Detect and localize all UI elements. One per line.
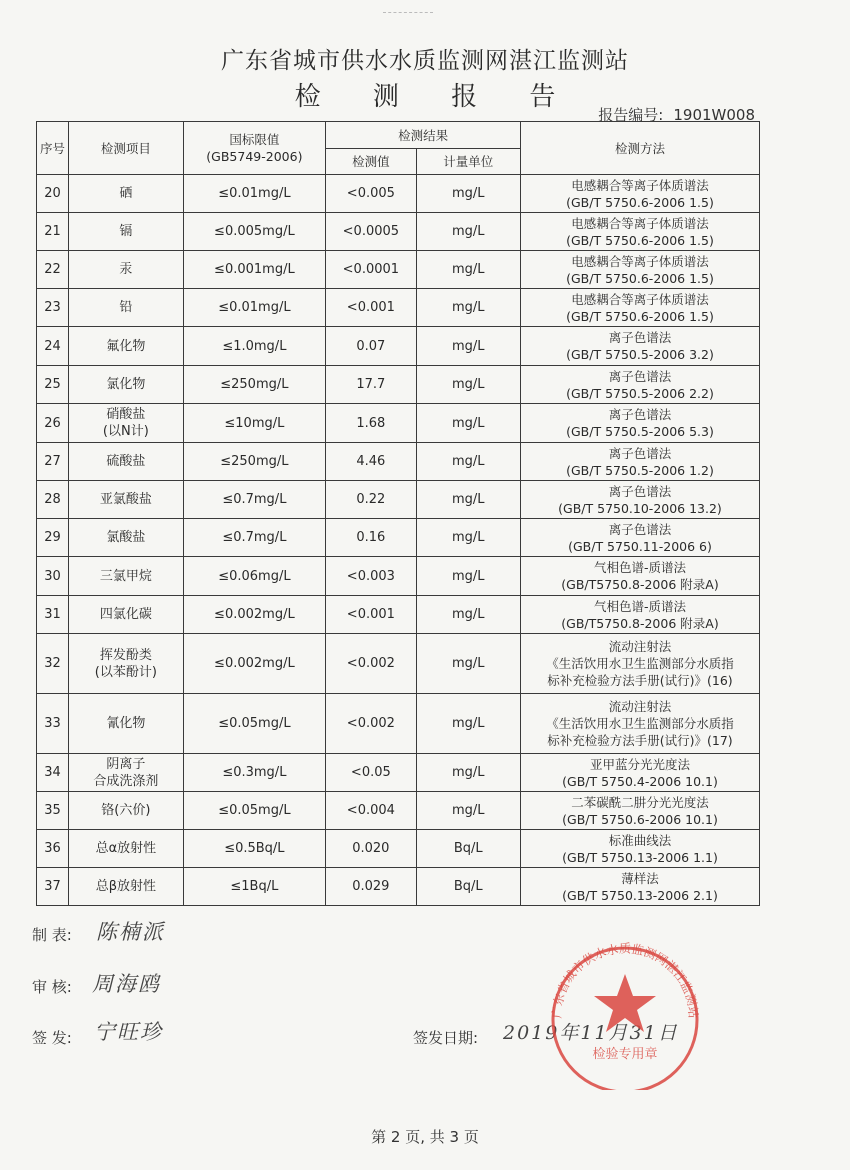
org-title: 广东省城市供水水质监测网湛江监测站 (221, 48, 629, 74)
header-result: 检测结果 (326, 122, 521, 149)
row-number: 36 (37, 830, 69, 868)
table-row (37, 443, 760, 481)
row-item (69, 519, 183, 557)
row-item-name: 阴离子 (106, 756, 146, 772)
row-method-line: (GB/T 5750.6-2006 1.5) (566, 232, 714, 248)
report-number-value: 1901W008 (673, 106, 755, 124)
row-value: 0.16 (326, 519, 416, 557)
row-unit: mg/L (416, 481, 520, 519)
row-method-line: 流动注射法 (608, 699, 672, 714)
row-value: 17.7 (326, 366, 416, 404)
row-method-line: 二苯碳酰二肼分光光度法 (571, 794, 709, 810)
row-method-line: (GB/T5750.8-2006 附录A) (561, 615, 719, 631)
table-row (37, 404, 760, 443)
row-value: <0.002 (326, 694, 416, 754)
row-item-name: 硫酸盐 (106, 454, 146, 469)
row-number: 26 (37, 404, 69, 443)
row-limit: ≤0.01mg/L (183, 175, 326, 213)
row-value: 4.46 (326, 443, 416, 481)
row-method (520, 327, 759, 366)
row-method-line: 电感耦合等离子体质谱法 (571, 215, 709, 231)
row-item (69, 289, 183, 327)
row-unit: mg/L (416, 634, 520, 694)
row-method-line: (GB/T 5750.10-2006 13.2) (558, 500, 722, 516)
row-unit: mg/L (416, 754, 520, 792)
seal-star-icon (594, 974, 656, 1032)
row-item-name: 亚氯酸盐 (99, 492, 152, 507)
row-method-line: 标准曲线法 (608, 832, 672, 848)
row-unit: mg/L (416, 792, 520, 830)
row-item-name: 挥发酚类 (99, 647, 152, 663)
header-limit-line2: (GB5749-2006) (206, 149, 303, 164)
table-row (37, 519, 760, 557)
row-method-line: (GB/T5750.8-2006 附录A) (561, 577, 719, 592)
row-number: 37 (37, 868, 69, 906)
row-item-name: 汞 (119, 262, 133, 277)
row-value: <0.005 (326, 175, 416, 213)
row-item (69, 596, 183, 634)
report-number-label: 报告编号: (598, 106, 664, 124)
row-item-name: 硒 (119, 186, 133, 201)
row-item-note: 合成洗涤剂 (93, 773, 159, 789)
row-limit: ≤0.06mg/L (183, 557, 326, 596)
row-value: 0.029 (326, 868, 416, 906)
row-method-line: 离子色谱法 (608, 368, 672, 384)
row-unit: mg/L (416, 213, 520, 251)
row-method-line: 离子色谱法 (608, 445, 672, 461)
row-method-line: (GB/T 5750.5-2006 2.2) (566, 385, 714, 401)
row-method (520, 596, 759, 634)
row-method-line: 电感耦合等离子体质谱法 (571, 253, 709, 269)
scan-mark (383, 12, 433, 15)
row-item (69, 404, 183, 443)
row-number: 29 (37, 519, 69, 557)
row-item-name: 铅 (119, 300, 133, 315)
page-number: 第 2 页, 共 3 页 (371, 1128, 479, 1146)
row-unit: Bq/L (416, 868, 520, 906)
table-row (37, 481, 760, 519)
row-number: 23 (37, 289, 69, 327)
row-method-line: 亚甲蓝分光光度法 (589, 756, 690, 772)
table-row (37, 327, 760, 366)
row-limit: ≤0.001mg/L (183, 251, 326, 289)
row-limit: ≤0.002mg/L (183, 634, 326, 694)
approved-label: 签 发: (32, 1029, 72, 1047)
row-number: 20 (37, 175, 69, 213)
row-method (520, 634, 759, 694)
row-method (520, 175, 759, 213)
official-seal (540, 940, 710, 1090)
reviewed-label: 审 核: (32, 978, 72, 996)
row-number: 33 (37, 694, 69, 754)
row-number: 32 (37, 634, 69, 694)
row-value: <0.001 (326, 596, 416, 634)
row-method-line: 《生活饮用水卫生监测部分水质指 (546, 716, 734, 731)
row-method-line: 离子色谱法 (608, 483, 672, 499)
row-number: 25 (37, 366, 69, 404)
row-item-note: (以苯酚计) (94, 664, 157, 680)
table-row (37, 868, 760, 906)
row-method-line: 离子色谱法 (608, 330, 672, 345)
row-limit: ≤0.7mg/L (183, 481, 326, 519)
row-item (69, 327, 183, 366)
row-number: 35 (37, 792, 69, 830)
issue-date: 2019年11月31日 (503, 1022, 679, 1044)
row-number: 30 (37, 557, 69, 596)
row-method (520, 557, 759, 596)
row-method (520, 481, 759, 519)
table-row (37, 596, 760, 634)
row-limit: ≤250mg/L (183, 366, 326, 404)
row-method (520, 366, 759, 404)
row-item-name: 镉 (119, 224, 133, 239)
row-method-line: (GB/T 5750.5-2006 3.2) (566, 347, 714, 362)
row-unit: mg/L (416, 694, 520, 754)
row-item (69, 868, 183, 906)
reviewed-signature: 周海鸥 (92, 972, 161, 996)
seal-text: 广东省城市供水水质监测网湛江监测站 (549, 941, 701, 1019)
header-unit: 计量单位 (416, 149, 520, 175)
row-method (520, 443, 759, 481)
row-item (69, 443, 183, 481)
row-method (520, 754, 759, 792)
row-limit: ≤1Bq/L (183, 868, 326, 906)
table-row (37, 792, 760, 830)
row-item (69, 213, 183, 251)
row-method-line: (GB/T 5750.4-2006 10.1) (562, 773, 718, 789)
row-method (520, 519, 759, 557)
row-limit: ≤0.005mg/L (183, 213, 326, 251)
row-item-name: 氯化物 (106, 377, 146, 392)
row-value: <0.0001 (326, 251, 416, 289)
row-method-line: 电感耦合等离子体质谱法 (571, 177, 709, 193)
row-method (520, 289, 759, 327)
row-item-name: 总α放射性 (95, 841, 157, 856)
row-method-line: 电感耦合等离子体质谱法 (571, 291, 709, 307)
row-item (69, 792, 183, 830)
row-limit: ≤10mg/L (183, 404, 326, 443)
seal-subtext: 检验专用章 (592, 1047, 658, 1062)
row-method-line: (GB/T 5750.5-2006 5.3) (566, 424, 714, 439)
issue-date-label: 签发日期: (413, 1029, 479, 1047)
row-value: <0.003 (326, 557, 416, 596)
row-number: 27 (37, 443, 69, 481)
row-value: 0.07 (326, 327, 416, 366)
table-row (37, 175, 760, 213)
table-row (37, 694, 760, 754)
row-value: <0.004 (326, 792, 416, 830)
row-item (69, 366, 183, 404)
table-row (37, 754, 760, 792)
row-number: 22 (37, 251, 69, 289)
row-method-line: (GB/T 5750.6-2006 1.5) (566, 308, 714, 324)
row-method-line: 气相色谱-质谱法 (593, 598, 686, 614)
row-method (520, 251, 759, 289)
row-method (520, 694, 759, 754)
row-item-name: 氯酸盐 (106, 530, 146, 545)
row-limit: ≤1.0mg/L (183, 327, 326, 366)
row-item-name: 三氯甲烷 (99, 568, 152, 584)
table-row (37, 251, 760, 289)
row-number: 24 (37, 327, 69, 366)
row-method-line: 离子色谱法 (608, 407, 672, 422)
row-unit: Bq/L (416, 830, 520, 868)
row-number: 34 (37, 754, 69, 792)
results-table (36, 121, 760, 906)
row-method-line: 标补充检验方法手册(试行)》(17) (547, 733, 733, 748)
row-method-line: (GB/T 5750.6-2006 10.1) (562, 811, 718, 827)
row-method-line: (GB/T 5750.6-2006 1.5) (566, 270, 714, 286)
row-method-line: 流动注射法 (608, 639, 672, 654)
header-limit-line1: 国标限值 (229, 132, 280, 147)
row-method-line: 标补充检验方法手册(试行)》(16) (547, 673, 733, 688)
row-item-name: 四氯化碳 (99, 607, 152, 622)
row-method (520, 213, 759, 251)
row-method (520, 868, 759, 906)
row-limit: ≤0.05mg/L (183, 694, 326, 754)
row-limit: ≤0.01mg/L (183, 289, 326, 327)
table-row (37, 830, 760, 868)
prepared-label: 制 表: (32, 926, 72, 944)
row-item (69, 481, 183, 519)
row-unit: mg/L (416, 289, 520, 327)
table-row (37, 557, 760, 596)
row-item-name: 硝酸盐 (106, 407, 146, 422)
row-limit: ≤0.3mg/L (183, 754, 326, 792)
row-item-name: 总β放射性 (95, 879, 156, 894)
table-row (37, 213, 760, 251)
row-value: <0.0005 (326, 213, 416, 251)
row-limit: ≤0.05mg/L (183, 792, 326, 830)
row-method-line: 薄样法 (621, 870, 659, 886)
row-unit: mg/L (416, 327, 520, 366)
row-item (69, 830, 183, 868)
row-limit: ≤0.5Bq/L (183, 830, 326, 868)
row-method-line: (GB/T 5750.13-2006 1.1) (562, 849, 718, 865)
table-row (37, 366, 760, 404)
row-limit: ≤250mg/L (183, 443, 326, 481)
row-unit: mg/L (416, 175, 520, 213)
row-method-line: 离子色谱法 (608, 521, 672, 537)
header-item: 检测项目 (69, 122, 183, 175)
row-unit: mg/L (416, 519, 520, 557)
table-row (37, 634, 760, 694)
prepared-signature: 陈楠派 (96, 920, 165, 944)
row-method (520, 404, 759, 443)
row-method-line: (GB/T 5750.5-2006 1.2) (566, 462, 714, 478)
row-item-name: 氟化物 (106, 338, 146, 354)
row-number: 31 (37, 596, 69, 634)
row-unit: mg/L (416, 251, 520, 289)
header-limit (183, 122, 326, 175)
row-method-line: (GB/T 5750.13-2006 2.1) (562, 887, 718, 903)
row-method-line: (GB/T 5750.11-2006 6) (568, 538, 712, 554)
row-unit: mg/L (416, 443, 520, 481)
header-method: 检测方法 (520, 122, 759, 175)
row-value: 0.22 (326, 481, 416, 519)
row-method (520, 830, 759, 868)
report-title: 检 测 报 告 (294, 82, 578, 112)
row-item (69, 754, 183, 792)
row-method-line: 气相色谱-质谱法 (593, 560, 686, 575)
row-item (69, 251, 183, 289)
header-value: 检测值 (326, 149, 416, 175)
row-method-line: 《生活饮用水卫生监测部分水质指 (546, 656, 734, 671)
row-method (520, 792, 759, 830)
row-value: <0.001 (326, 289, 416, 327)
row-limit: ≤0.7mg/L (183, 519, 326, 557)
row-unit: mg/L (416, 557, 520, 596)
row-item (69, 634, 183, 694)
row-item-name: 铬(六价) (101, 803, 151, 818)
row-number: 28 (37, 481, 69, 519)
row-value: <0.002 (326, 634, 416, 694)
approved-signature: 宁旺珍 (94, 1020, 163, 1044)
row-method-line: (GB/T 5750.6-2006 1.5) (566, 194, 714, 210)
row-limit: ≤0.002mg/L (183, 596, 326, 634)
row-value: 1.68 (326, 404, 416, 443)
row-unit: mg/L (416, 596, 520, 634)
row-item (69, 557, 183, 596)
row-item (69, 694, 183, 754)
row-item (69, 175, 183, 213)
row-number: 21 (37, 213, 69, 251)
row-value: 0.020 (326, 830, 416, 868)
row-unit: mg/L (416, 366, 520, 404)
row-unit: mg/L (416, 404, 520, 443)
row-value: <0.05 (326, 754, 416, 792)
row-item-name: 氰化物 (106, 716, 146, 731)
header-seq: 序号 (37, 122, 69, 175)
row-item-note: (以N计) (102, 424, 149, 439)
table-row (37, 289, 760, 327)
